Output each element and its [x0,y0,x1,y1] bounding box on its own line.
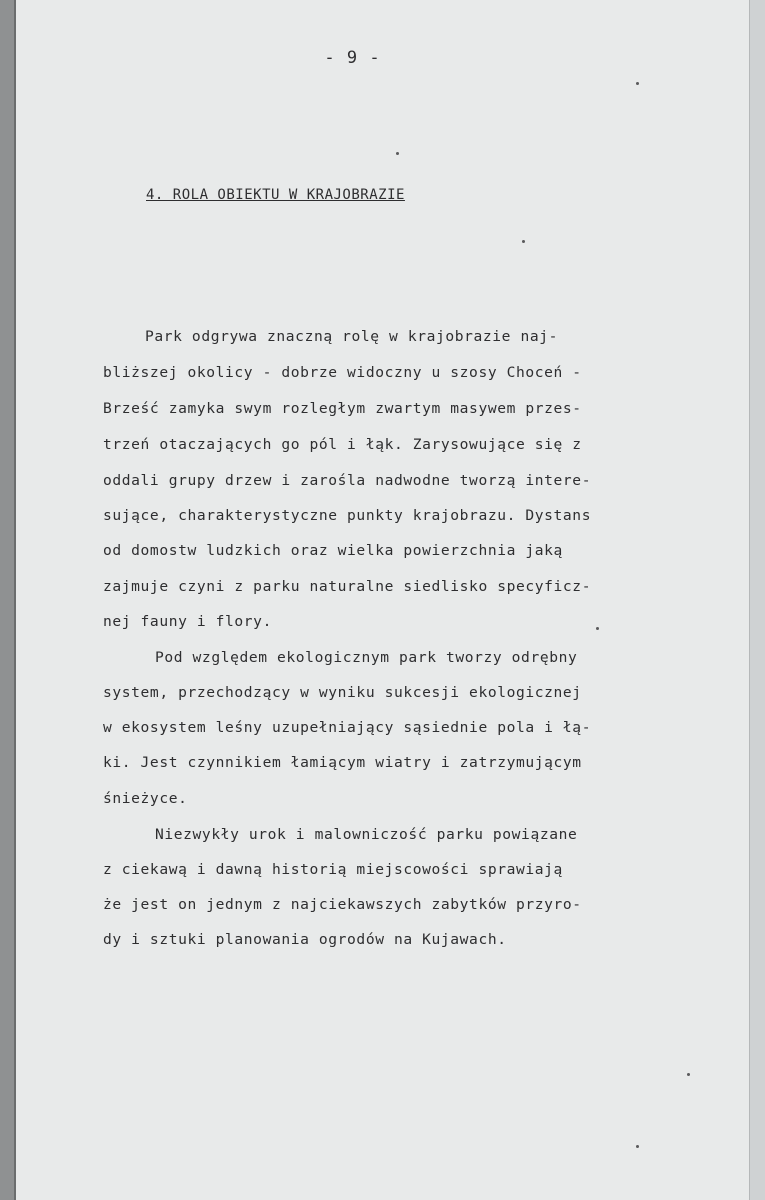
scan-speck [636,1145,639,1148]
scan-speck [396,152,399,155]
paragraph-3-line-4: dy i sztuki planowania ogrodów na Kujawach. [103,931,507,948]
paragraph-1-line-7: od domostw ludzkich oraz wielka powierzchnia jaką [103,542,563,559]
scan-speck [522,240,525,243]
paragraph-1-line-3: Brześć zamyka swym rozległym zwartym masywem przes- [103,400,582,417]
paragraph-1-line-2: bliższej okolicy - dobrze widoczny u szosy Choceń - [103,364,582,381]
paragraph-2-line-2: system, przechodzący w wyniku sukcesji ekologicznej [103,684,582,701]
paragraph-2-line-1: Pod względem ekologicznym park tworzy odrębny [155,649,578,666]
paragraph-1-line-5: oddali grupy drzew i zarośla nadwodne tworzą intere- [103,472,592,489]
document-page [16,0,749,1200]
paragraph-1-line-8: zajmuje czyni z parku naturalne siedlisko specyficz- [103,578,592,595]
paragraph-2-line-3: w ekosystem leśny uzupełniający sąsiednie pola i łą- [103,719,592,736]
paragraph-3-line-2: z ciekawą i dawną historią miejscowości sprawiają [103,861,563,878]
paragraph-1-line-4: trzeń otaczających go pól i łąk. Zarysowujące się z [103,436,582,453]
page-number: - 9 - [324,48,381,68]
paragraph-2-line-5: śnieżyce. [103,790,188,807]
page-left-shadow [0,0,14,1200]
paragraph-1-line-9: nej fauny i flory. [103,613,272,630]
paragraph-3-line-3: że jest on jednym z najciekawszych zabytków przyro- [103,896,582,913]
scan-speck [636,82,639,85]
scan-speck [687,1073,690,1076]
scan-speck [596,627,599,630]
paragraph-1-line-1: Park odgrywa znaczną rolę w krajobrazie naj- [145,328,558,345]
paragraph-1-line-6: sujące, charakterystyczne punkty krajobrazu. Dystans [103,507,592,524]
paragraph-2-line-4: ki. Jest czynnikiem łamiącym wiatry i zatrzymującym [103,754,582,771]
paragraph-3-line-1: Niezwykły urok i malowniczość parku powiązane [155,826,578,843]
section-heading: 4. ROLA OBIEKTU W KRAJOBRAZIE [146,187,405,203]
page-right-margin-strip [749,0,765,1200]
